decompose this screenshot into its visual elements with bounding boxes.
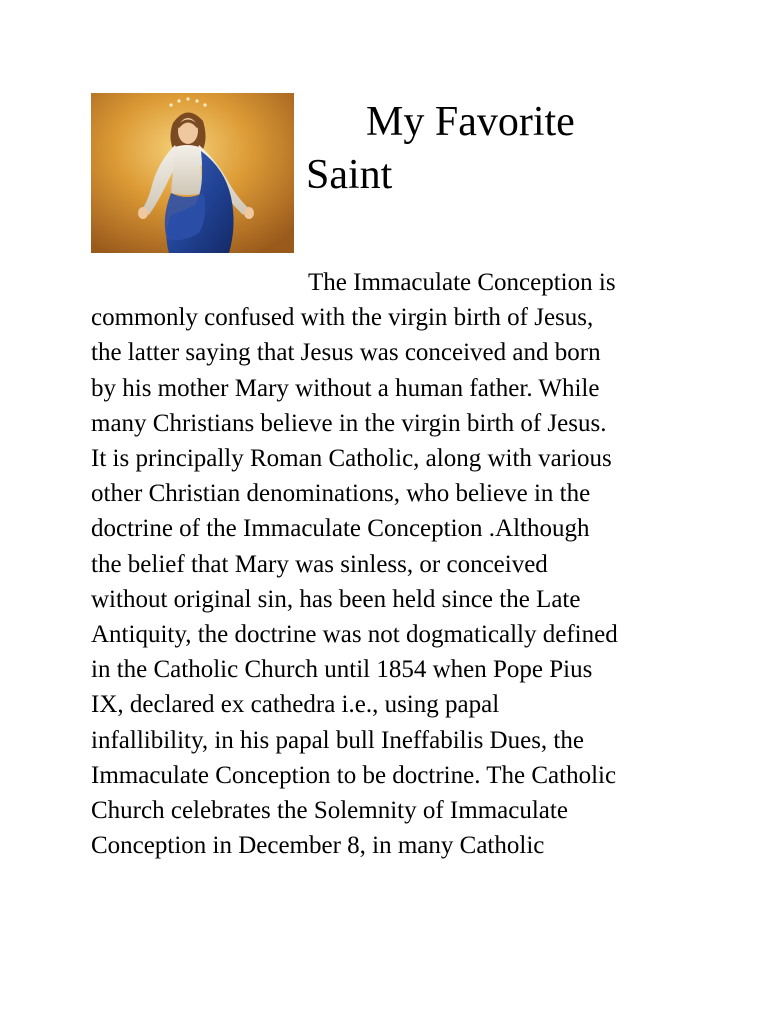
body-paragraph bbox=[91, 265, 691, 863]
body-line: IX, declared ex cathedra i.e., using papal bbox=[91, 691, 500, 719]
body-line: without original sin, has been held since the Late bbox=[91, 585, 581, 613]
body-line: The Immaculate Conception is bbox=[308, 269, 616, 296]
body-line: in the Catholic Church until 1854 when Pope Pius bbox=[91, 656, 593, 684]
body-line: It is principally Roman Catholic, along with various bbox=[91, 445, 612, 473]
body-line: commonly confused with the virgin birth of Jesus, bbox=[91, 304, 594, 332]
body-line: other Christian denominations, who believe in the bbox=[91, 480, 591, 508]
body-line: Antiquity, the doctrine was not dogmatically defined bbox=[91, 621, 618, 649]
body-line: many Christians believe in the virgin birth of Jesus. bbox=[91, 409, 607, 437]
body-line: by his mother Mary without a human father. While bbox=[91, 374, 600, 402]
virgin-mary-illustration bbox=[91, 93, 294, 253]
body-line: Church celebrates the Solemnity of Immaculate bbox=[91, 797, 568, 825]
virgin-mary-image bbox=[91, 93, 294, 253]
body-line: Conception in December 8, in many Catholic bbox=[91, 832, 545, 860]
body-line: infallibility, in his papal bull Ineffabilis Dues, the bbox=[91, 726, 584, 754]
body-line: the belief that Mary was sinless, or conceived bbox=[91, 550, 548, 578]
body-line: Immaculate Conception to be doctrine. The Catholic bbox=[91, 761, 617, 789]
body-line: doctrine of the Immaculate Conception .Although bbox=[91, 515, 590, 543]
title-line-2: Saint bbox=[306, 152, 393, 198]
title-line-1: My Favorite bbox=[366, 99, 575, 145]
page-title bbox=[306, 96, 726, 202]
body-line: the latter saying that Jesus was conceived and born bbox=[91, 339, 601, 367]
